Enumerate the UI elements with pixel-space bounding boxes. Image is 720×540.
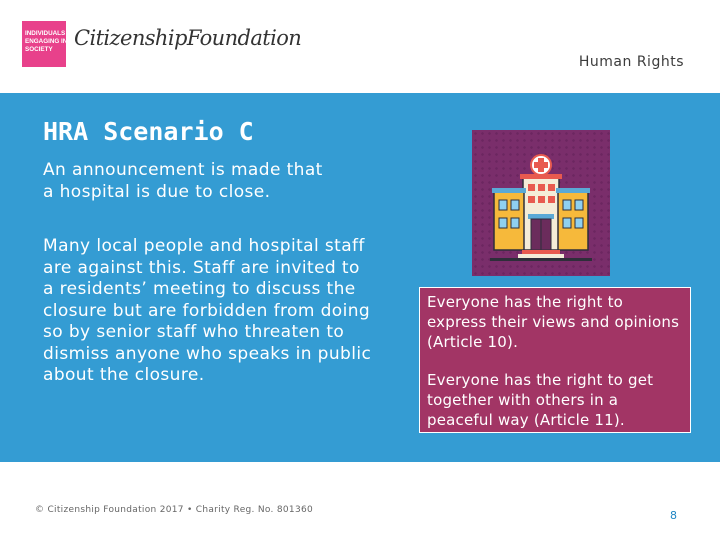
ies-logo — [22, 21, 66, 67]
scenario-paragraph: Many local people and hospital staff are against this. Staff are invited to a residents’ meeting to discuss the closure but are forbidden from doing so by senior staff who threaten to dismiss anyone who speaks in public about the closure. — [43, 236, 372, 385]
logo-line: ENGAGING IN — [25, 38, 68, 45]
right-article-10: Everyone has the right to express their views and opinions (Article 10). — [427, 293, 680, 351]
slide-title: HRA Scenario C — [43, 117, 254, 146]
page-number: 8 — [670, 509, 677, 522]
logo-line: INDIVIDUALS — [25, 30, 66, 37]
slide-topic: Human Rights — [578, 54, 684, 70]
slide-header — [0, 0, 720, 93]
hospital-illustration — [472, 130, 610, 276]
right-article-11: Everyone has the right to get together with others in a peaceful way (Article 11). — [427, 371, 654, 429]
footer-copyright: © Citizenship Foundation 2017 • Charity Reg. No. 801360 — [35, 505, 314, 515]
rights-box — [419, 287, 691, 433]
citizenship-foundation-wordmark: CitizenshipFoundation — [74, 26, 302, 50]
scenario-paragraph: An announcement is made that a hospital is due to close. — [43, 160, 323, 202]
hospital-icon — [472, 130, 610, 276]
logo-line: SOCIETY — [25, 46, 53, 53]
